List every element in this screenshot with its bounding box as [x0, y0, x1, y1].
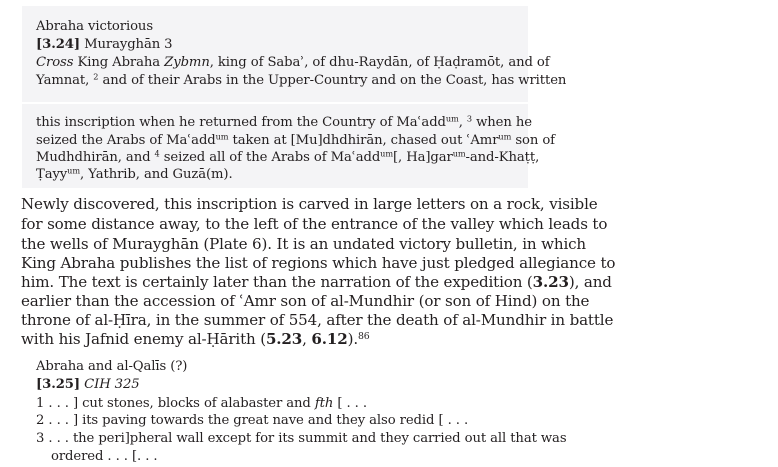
body-line: him. The text is certainly later than the narration of the expedition (3.23), and [21, 273, 612, 291]
inscription-line: seized the Arabs of Maʿadd$^{um}$ taken at [Mu]dhdhirān, chased out ʿAmr$^{um}$ son of [36, 131, 555, 148]
body-line: Newly discovered, this inscription is carved in large letters on a rock, visible [21, 195, 598, 213]
item-number: 1 [36, 396, 45, 411]
body-line: earlier than the accession of ʿAmr son of al-Mundhir (or son of Hind) on the [21, 292, 590, 310]
section-heading: Abraha victorious [36, 19, 153, 34]
inscription-item: 1 . . . ] cut stones, blocks of alabaster and fth [ . . . [36, 396, 367, 411]
reference-name: CIH 325 [84, 377, 140, 392]
body-line: for some distance away, to the left of the entrance of the valley which leads to [21, 215, 608, 233]
inscription-line: Ṭayy$^{um}$, Yathrib, and Guzā(m). [36, 165, 233, 182]
footnote-marker[interactable]: 86 [357, 330, 370, 342]
inscription-line: Mudhdhirān, and $^4$ seized all of the Arabs of Maʿadd$^{um}$[, Ha]gar$^{um}$-and-Khaṭṭ, [36, 148, 540, 165]
section-heading: Abraha and al-Qalīs (?) [36, 359, 188, 374]
reference-number: [3.25] [36, 377, 80, 392]
body-line: the wells of Murayghān (Plate 6). It is an undated victory bulletin, in which [21, 235, 587, 253]
cross-reference[interactable]: 5.23 [265, 330, 303, 348]
inscription-reference [36, 37, 172, 52]
body-line: King Abraha publishes the list of regions which have just pledged allegiance to [21, 254, 616, 272]
item-number: 2 [36, 413, 45, 428]
body-line: with his Jafnid enemy al-Ḥārith (5.23, 6.12).$^{86}$ [21, 330, 370, 348]
inscription-item: 2 . . . ] its paving towards the great nave and they also redid [ . . . [36, 413, 469, 428]
body-line: throne of al-Ḥīra, in the summer of 554, after the death of al-Mundhir in battle [21, 311, 614, 329]
inscription-item-continuation: ordered . . . [. . . [51, 449, 158, 464]
cross-reference[interactable]: 6.12 [311, 330, 348, 348]
inscription-line: Cross King Abraha Zybmn, king of Sabaʾ, of dhu-Raydān, of Ḥaḍramōt, and of [36, 55, 550, 70]
cross-reference[interactable]: 3.23 [532, 273, 569, 291]
inscription-item: 3 . . . the peri]pheral wall except for its summit and they carried out all that was [36, 431, 567, 446]
inscription-line: this inscription when he returned from the Country of Maʿadd$^{um}$, $^3$ when he [36, 113, 532, 130]
reference-number: [3.24] [36, 37, 80, 52]
reference-name: Murayghān 3 [80, 37, 173, 52]
inscription-line: Yamnat, $^2$ and of their Arabs in the Upper-Country and on the Coast, has written [36, 71, 567, 88]
inscription-reference [36, 377, 140, 392]
item-number: 3 [36, 431, 45, 446]
